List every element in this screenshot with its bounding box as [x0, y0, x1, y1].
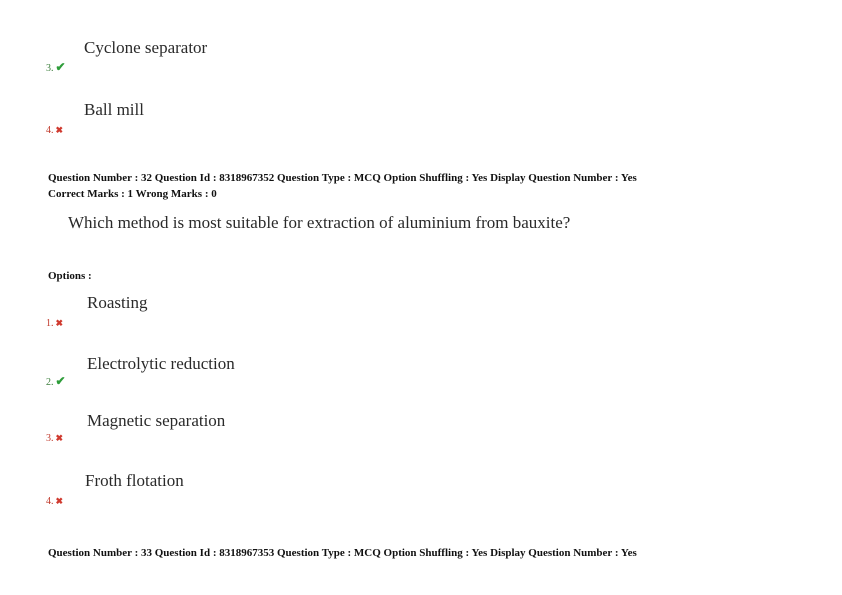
check-icon: ✔: [55, 60, 66, 74]
cross-icon: ✖: [55, 433, 64, 443]
option-text: Magnetic separation: [87, 411, 226, 430]
option-number: [46, 120, 63, 138]
option-number-label: 1.: [46, 318, 54, 329]
cross-icon: ✖: [55, 496, 64, 506]
option-number: [46, 372, 66, 390]
cross-icon: ✖: [55, 318, 64, 328]
option-number-label: 3.: [46, 63, 54, 74]
option-number-label: 4.: [46, 496, 54, 507]
option-number: [46, 491, 63, 509]
options-label: Options :: [48, 270, 92, 282]
option-text: Electrolytic reduction: [87, 354, 235, 373]
question-marks: Correct Marks : 1 Wrong Marks : 0: [48, 188, 217, 200]
check-icon: ✔: [55, 374, 66, 388]
option-text: Cyclone separator: [84, 38, 208, 57]
cross-icon: ✖: [55, 125, 64, 135]
option-number-label: 3.: [46, 433, 54, 444]
question-meta: Question Number : 32 Question Id : 8318967352 Question Type : MCQ Option Shuffling : Yes Display Question Number : Yes: [48, 172, 637, 184]
option-text: Froth flotation: [85, 471, 184, 490]
option-number-label: 4.: [46, 125, 54, 136]
option-number: [46, 313, 63, 331]
question-text: Which method is most suitable for extraction of aluminium from bauxite?: [68, 213, 571, 232]
option-text: Roasting: [87, 293, 148, 312]
option-number: [46, 58, 66, 76]
option-number: [46, 428, 63, 446]
option-text: Ball mill: [84, 100, 144, 119]
next-question-meta: Question Number : 33 Question Id : 8318967353 Question Type : MCQ Option Shuffling : Yes Display Question Number : Yes: [48, 547, 637, 559]
option-number-label: 2.: [46, 377, 54, 388]
